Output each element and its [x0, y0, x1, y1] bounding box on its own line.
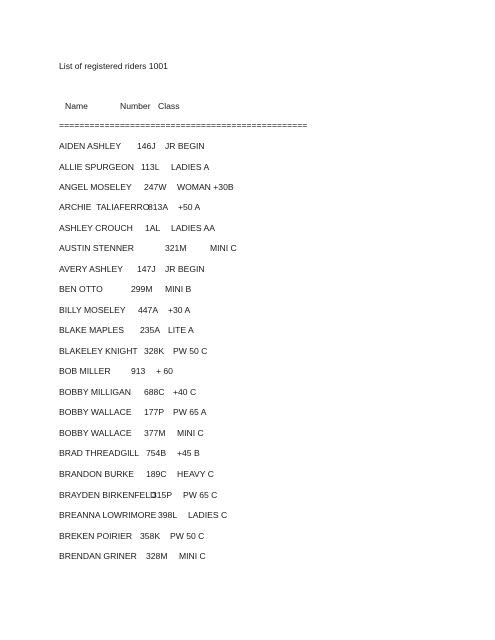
rider-row [0, 202, 495, 214]
rider-name: BLAKELEY KNIGHT [59, 346, 138, 356]
rider-number: 358K [140, 531, 161, 541]
rider-name: BRANDON BURKE [59, 469, 134, 479]
rider-number: 447A [138, 305, 159, 315]
rider-class: PW 50 C [170, 531, 205, 541]
rider-class: LADIES C [188, 510, 228, 520]
rider-name: BILLY MOSELEY [59, 305, 126, 315]
rider-class: MINI C [177, 428, 204, 438]
rider-number: 235A [140, 325, 161, 335]
rider-name: ARCHIE TALIAFERRO [59, 202, 150, 212]
rider-number: 247W [144, 182, 167, 192]
rider-row [0, 551, 495, 563]
rider-number: 299M [131, 284, 153, 294]
rider-class: JR BEGIN [165, 141, 205, 151]
rider-number: 321M [165, 243, 187, 253]
rider-name: AUSTIN STENNER [59, 243, 134, 253]
rider-row [0, 182, 495, 194]
rider-class: + 60 [156, 366, 173, 376]
rider-row [0, 531, 495, 543]
rider-class: PW 65 A [173, 407, 207, 417]
rider-number: 147J [137, 264, 156, 274]
rider-class: PW 65 C [183, 490, 218, 500]
rider-row [0, 325, 495, 337]
rider-row [0, 264, 495, 276]
rider-name: BREKEN POIRIER [59, 531, 133, 541]
rider-row [0, 141, 495, 153]
rider-name: BOB MILLER [59, 366, 111, 376]
rider-number: 328M [146, 551, 168, 561]
header-number: Number [120, 101, 151, 111]
rider-class: MINI B [165, 284, 192, 294]
rider-name: BOBBY WALLACE [59, 407, 132, 417]
rider-number: 688C [144, 387, 165, 397]
document-title: List of registered riders 1001 [59, 61, 168, 71]
rider-name: BREANNA LOWRIMORE [59, 510, 157, 520]
rider-class: +40 C [173, 387, 197, 397]
rider-row [0, 469, 495, 481]
rider-row [0, 346, 495, 358]
rider-row [0, 510, 495, 522]
rider-class: HEAVY C [177, 469, 214, 479]
separator-line: ================================================= [59, 120, 308, 130]
rider-number: 913 [131, 366, 146, 376]
header-name: Name [65, 101, 88, 111]
rider-class: MINI C [210, 243, 237, 253]
rider-row [0, 223, 495, 235]
rider-name: ANGEL MOSELEY [59, 182, 132, 192]
rider-number: 315P [152, 490, 173, 500]
rider-number: 113L [141, 162, 160, 172]
rider-row [0, 428, 495, 440]
rider-row [0, 284, 495, 296]
rider-name: ASHLEY CROUCH [59, 223, 133, 233]
rider-row [0, 387, 495, 399]
rider-class: LADIES AA [171, 223, 215, 233]
rider-number: 189C [146, 469, 167, 479]
rider-name: ALLIE SPURGEON [59, 162, 134, 172]
rider-number: 177P [144, 407, 165, 417]
rider-name: BEN OTTO [59, 284, 103, 294]
rider-number: 1AL [145, 223, 161, 233]
rider-class: +45 B [177, 448, 200, 458]
rider-class: LADIES A [171, 162, 210, 172]
rider-name: AVERY ASHLEY [59, 264, 124, 274]
rider-name: BRAYDEN BIRKENFELD [59, 490, 157, 500]
rider-name: BLAKE MAPLES [59, 325, 124, 335]
rider-name: BRAD THREADGILL [59, 448, 140, 458]
rider-class: MINI C [179, 551, 206, 561]
rider-class: JR BEGIN [165, 264, 205, 274]
rider-class: WOMAN +30B [177, 182, 234, 192]
rider-class: LITE A [168, 325, 194, 335]
rider-number: 754B [146, 448, 167, 458]
rider-name: AIDEN ASHLEY [59, 141, 122, 151]
rider-row [0, 162, 495, 174]
rider-row [0, 305, 495, 317]
rider-name: BOBBY WALLACE [59, 428, 132, 438]
rider-number: 813A [148, 202, 169, 212]
rider-class: +50 A [178, 202, 201, 212]
rider-number: 377M [144, 428, 166, 438]
header-class: Class [158, 101, 180, 111]
rider-row [0, 407, 495, 419]
rider-number: 328K [144, 346, 165, 356]
rider-row [0, 366, 495, 378]
rider-class: PW 50 C [173, 346, 208, 356]
rider-row [0, 490, 495, 502]
rider-number: 398L [158, 510, 178, 520]
rider-name: BOBBY MILLIGAN [59, 387, 131, 397]
rider-name: BRENDAN GRINER [59, 551, 137, 561]
rider-class: +30 A [168, 305, 191, 315]
rider-number: 146J [137, 141, 156, 151]
rider-row [0, 243, 495, 255]
rider-row [0, 448, 495, 460]
